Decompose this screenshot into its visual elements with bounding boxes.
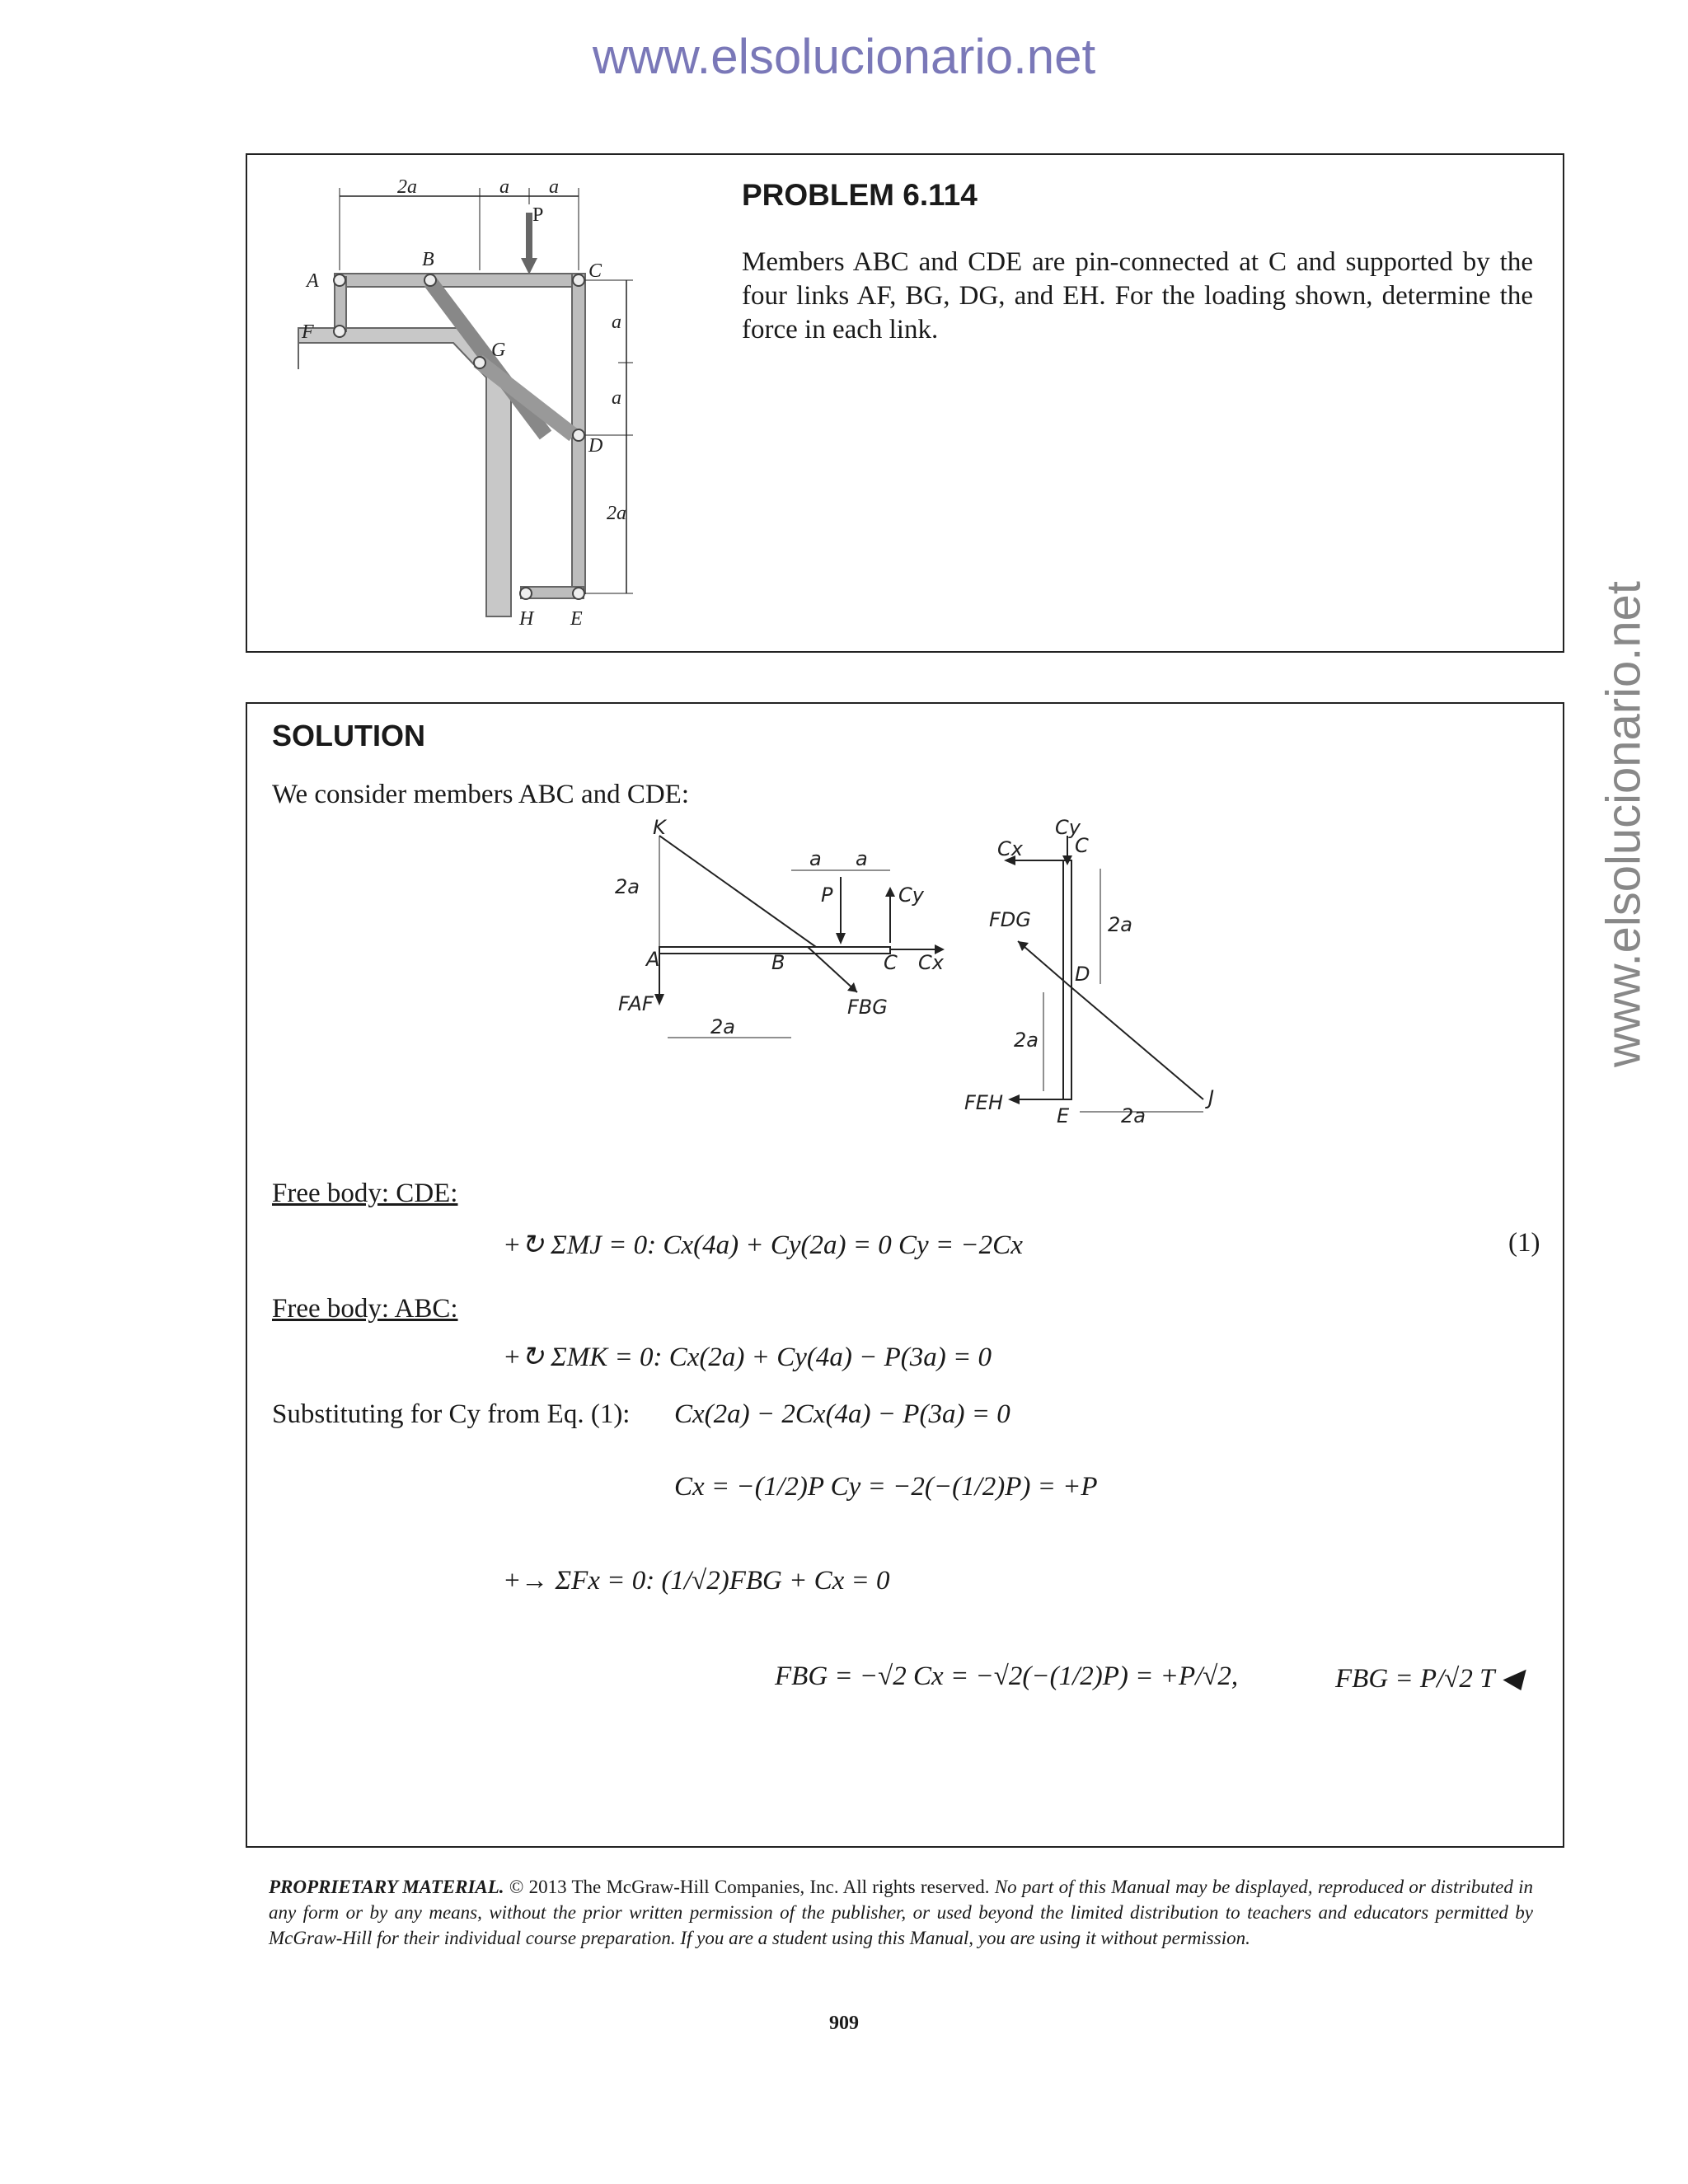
solution-box (246, 702, 1564, 1848)
point-h: H (519, 608, 534, 630)
point-g: G (491, 340, 506, 361)
problem-title: PROBLEM 6.114 (742, 178, 978, 212)
equation-4: Cx = −(1/2)P Cy = −2(−(1/2)P) = +P (674, 1472, 1098, 1502)
fbd-right-10: J (1208, 1086, 1215, 1109)
fbd-right-5: D (1075, 963, 1090, 986)
fbd-left-11: 2a (710, 1015, 735, 1038)
fbd-left-5: Cy (898, 883, 924, 907)
problem-text: Members ABC and CDE are pin-connected at C and supported by the four links AF, BG, DG, and EH. For the loading shown, determine the force in each link. (742, 247, 1533, 344)
fbd-right-3: FDG (989, 908, 1031, 931)
fbd-right-1: C (1075, 834, 1089, 857)
equation-6: FBG = −√2 Cx = −√2(−(1/2)P) = +P/√2, (775, 1661, 1239, 1691)
substitution-label: Substituting for Cy from Eq. (1): (272, 1399, 631, 1429)
fbd-left-9: Cx (918, 951, 944, 974)
answer: FBG = P/√2 T ◀ (1335, 1664, 1522, 1694)
dim-a-top-1: a (499, 180, 509, 198)
fbd-left-1: 2a (615, 875, 640, 898)
fbd-left-8: C (884, 951, 898, 974)
point-d: D (588, 435, 603, 457)
point-e: E (570, 608, 583, 630)
watermark-side-text: www.elsolucionario.net (1597, 581, 1651, 1067)
dim-a-top-2: a (549, 180, 559, 198)
fbd-left-0: K (653, 819, 666, 839)
equation-2: +↻ ΣMK = 0: Cx(2a) + Cy(4a) − P(3a) = 0 (503, 1343, 992, 1372)
point-a: A (307, 270, 319, 292)
solution-title: SOLUTION (272, 719, 425, 752)
equation-5: +→ ΣFx = 0: (1/√2)FBG + Cx = 0 (503, 1566, 890, 1596)
fbd-right-6: 2a (1014, 1029, 1039, 1052)
fbd-left-2: a (809, 847, 822, 870)
point-c: C (588, 260, 603, 282)
fbd-left-12: FBG (847, 996, 888, 1019)
fbd-right-0: Cy (1055, 819, 1081, 839)
fbd-right-7: FEH (964, 1091, 1004, 1114)
load-label: P (532, 204, 544, 226)
footer-plain: © 2013 The McGraw-Hill Companies, Inc. All rights reserved. (509, 1877, 990, 1897)
solution-intro: We consider members ABC and CDE: (272, 780, 690, 809)
problem-figure (288, 180, 635, 641)
fbd-right-9: 2a (1121, 1104, 1146, 1127)
page-number: 909 (829, 2013, 859, 2034)
equation-1: +↻ ΣMJ = 0: Cx(4a) + Cy(2a) = 0 Cy = −2Cx (503, 1230, 1023, 1260)
freebody-abc-label: Free body: ABC: (272, 1294, 458, 1324)
equation-3: Cx(2a) − 2Cx(4a) − P(3a) = 0 (674, 1399, 1010, 1429)
fbd-left-7: B (771, 951, 785, 974)
dim-a-right-2: a (612, 387, 621, 409)
free-body-diagram (585, 819, 1492, 1165)
fbd-right-2: Cx (997, 837, 1023, 860)
copyright-footer (269, 1874, 1533, 1951)
point-f: F (302, 321, 314, 343)
fbd-right-4: 2a (1108, 913, 1132, 936)
dim-2a-top: 2a (397, 180, 417, 198)
fbd-left-4: P (821, 883, 833, 907)
watermark-top[interactable]: www.elsolucionario.net (592, 29, 1096, 84)
footer-italic: No part of this Manual may be displayed, reproduced or distributed in any form or by any means, without the prior written permission of the publisher, or used beyond the limited distribution to teachers and educators permitted by McGraw-Hill for their individual course preparation. If you are a student using this Manual, you are using it without permission. (269, 1877, 1533, 1948)
problem-box (246, 153, 1564, 653)
point-b: B (422, 249, 434, 270)
dim-a-right-1: a (612, 312, 621, 333)
footer-bold: PROPRIETARY MATERIAL. (269, 1877, 504, 1897)
fbd-right-8: E (1057, 1104, 1070, 1127)
equation-1-number: (1) (1508, 1228, 1540, 1258)
freebody-cde-label: Free body: CDE: (272, 1179, 458, 1208)
fbd-left-3: a (856, 847, 868, 870)
fbd-left-10: FAF (618, 992, 654, 1015)
fbd-left-6: A (646, 948, 660, 971)
dim-2a-right: 2a (607, 503, 626, 524)
